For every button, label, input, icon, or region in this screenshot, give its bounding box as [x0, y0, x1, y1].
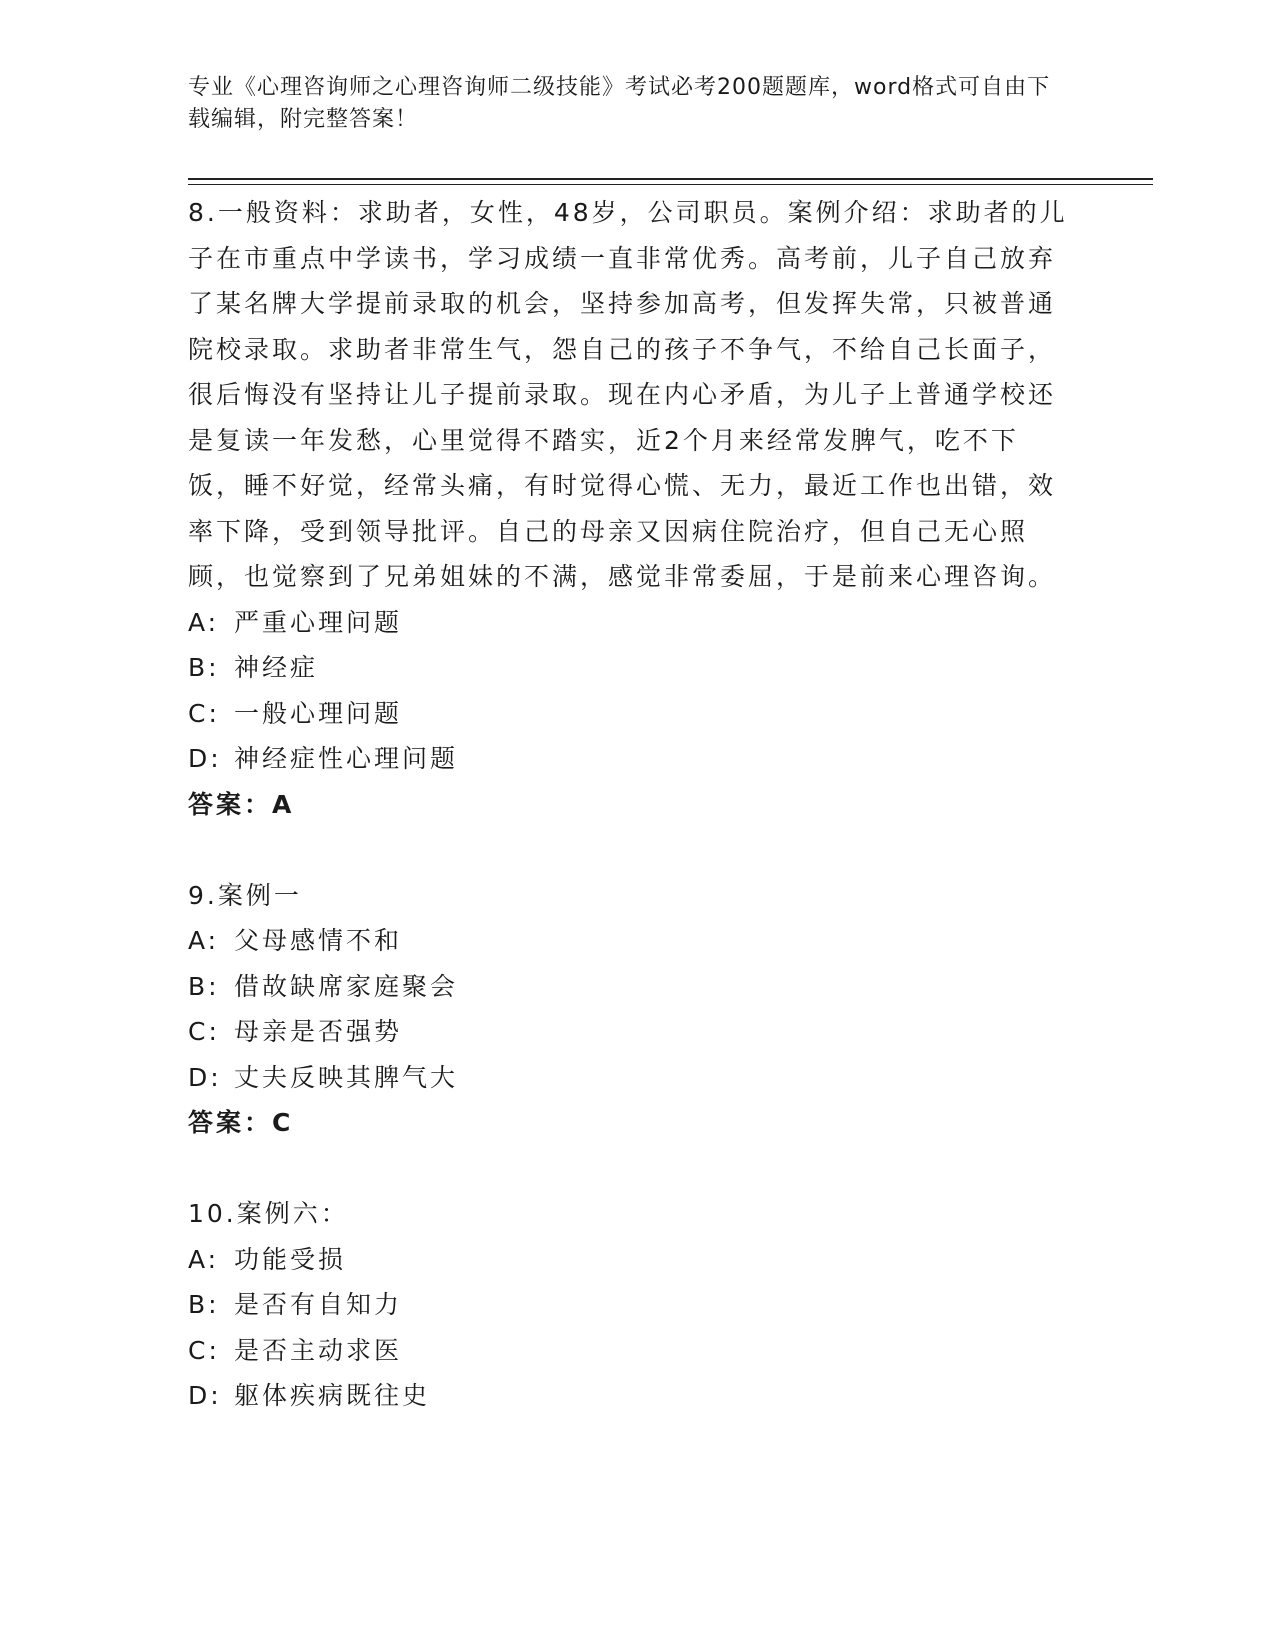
- option-text: 父母感情不和: [234, 926, 403, 955]
- option-letter: C:: [188, 1017, 220, 1046]
- option-text: 神经症性心理问题: [234, 744, 459, 773]
- option-letter: B:: [188, 653, 220, 682]
- option-text: 功能受损: [234, 1244, 347, 1274]
- option-letter: C:: [188, 698, 220, 728]
- option-letter: C:: [188, 1335, 220, 1365]
- option-letter: B:: [188, 971, 220, 1001]
- option-letter: D:: [188, 1062, 222, 1092]
- option-letter: D:: [188, 1381, 222, 1410]
- question-10: [188, 1191, 1068, 1419]
- option-text: 借故缺席家庭聚会: [234, 971, 459, 1001]
- option-a: [188, 1237, 1068, 1283]
- question-9: [188, 873, 1068, 1146]
- spacer: [188, 827, 1068, 873]
- option-text: 是否主动求医: [234, 1335, 403, 1365]
- question-stem: 8.一般资料：求助者，女性，48岁，公司职员。案例介绍：求助者的儿子在市重点中学读书，学习成绩一直非常优秀。高考前，儿子自己放弃了某名牌大学提前录取的机会，坚持参加高考，但发挥失常，只被普通院校录取。求助者非常生气，怨自己的孩子不争气，不给自己长面子，很后悔没有坚持让儿子提前录取。现在内心矛盾，为儿子上普通学校还是复读一年发愁，心里觉得不踏实，近2个月来经常发脾气，吃不下饭，睡不好觉，经常头痛，有时觉得心慌、无力，最近工作也出错，效率下降，受到领导批评。自己的母亲又因病住院治疗，但自己无心照顾，也觉察到了兄弟姐妹的不满，感觉非常委屈，于是前来心理咨询。: [188, 198, 1068, 591]
- question-stem: 9.案例一: [188, 880, 302, 910]
- question-8: [188, 190, 1068, 827]
- option-text: 是否有自知力: [234, 1290, 403, 1319]
- option-c: [188, 691, 1068, 737]
- spacer: [188, 1146, 1068, 1192]
- option-d: [188, 1373, 1068, 1419]
- option-text: 神经症: [234, 653, 319, 682]
- option-b: [188, 645, 1068, 691]
- header-divider: [188, 178, 1153, 185]
- option-letter: B:: [188, 1290, 220, 1319]
- question-stem: 10.案例六：: [188, 1199, 349, 1228]
- option-a: [188, 918, 1068, 964]
- option-b: [188, 1282, 1068, 1328]
- option-d: [188, 1055, 1068, 1101]
- option-text: 母亲是否强势: [234, 1017, 403, 1046]
- option-letter: D:: [188, 744, 222, 773]
- option-c: [188, 1328, 1068, 1374]
- option-d: [188, 736, 1068, 782]
- option-c: [188, 1009, 1068, 1055]
- option-letter: A:: [188, 926, 220, 955]
- option-letter: A:: [188, 607, 220, 637]
- option-b: [188, 964, 1068, 1010]
- option-letter: A:: [188, 1244, 220, 1274]
- option-text: 严重心理问题: [234, 607, 403, 637]
- answer-line: 答案：C: [188, 1108, 294, 1137]
- option-text: 一般心理问题: [234, 698, 403, 728]
- question-list: [188, 190, 1068, 1419]
- option-a: [188, 600, 1068, 646]
- document-header: 专业《心理咨询师之心理咨询师二级技能》考试必考200题题库，word格式可自由下载编辑，附完整答案！: [188, 75, 1051, 132]
- answer-line: 答案：A: [188, 789, 295, 819]
- option-text: 丈夫反映其脾气大: [234, 1062, 459, 1092]
- option-text: 躯体疾病既往史: [234, 1381, 431, 1410]
